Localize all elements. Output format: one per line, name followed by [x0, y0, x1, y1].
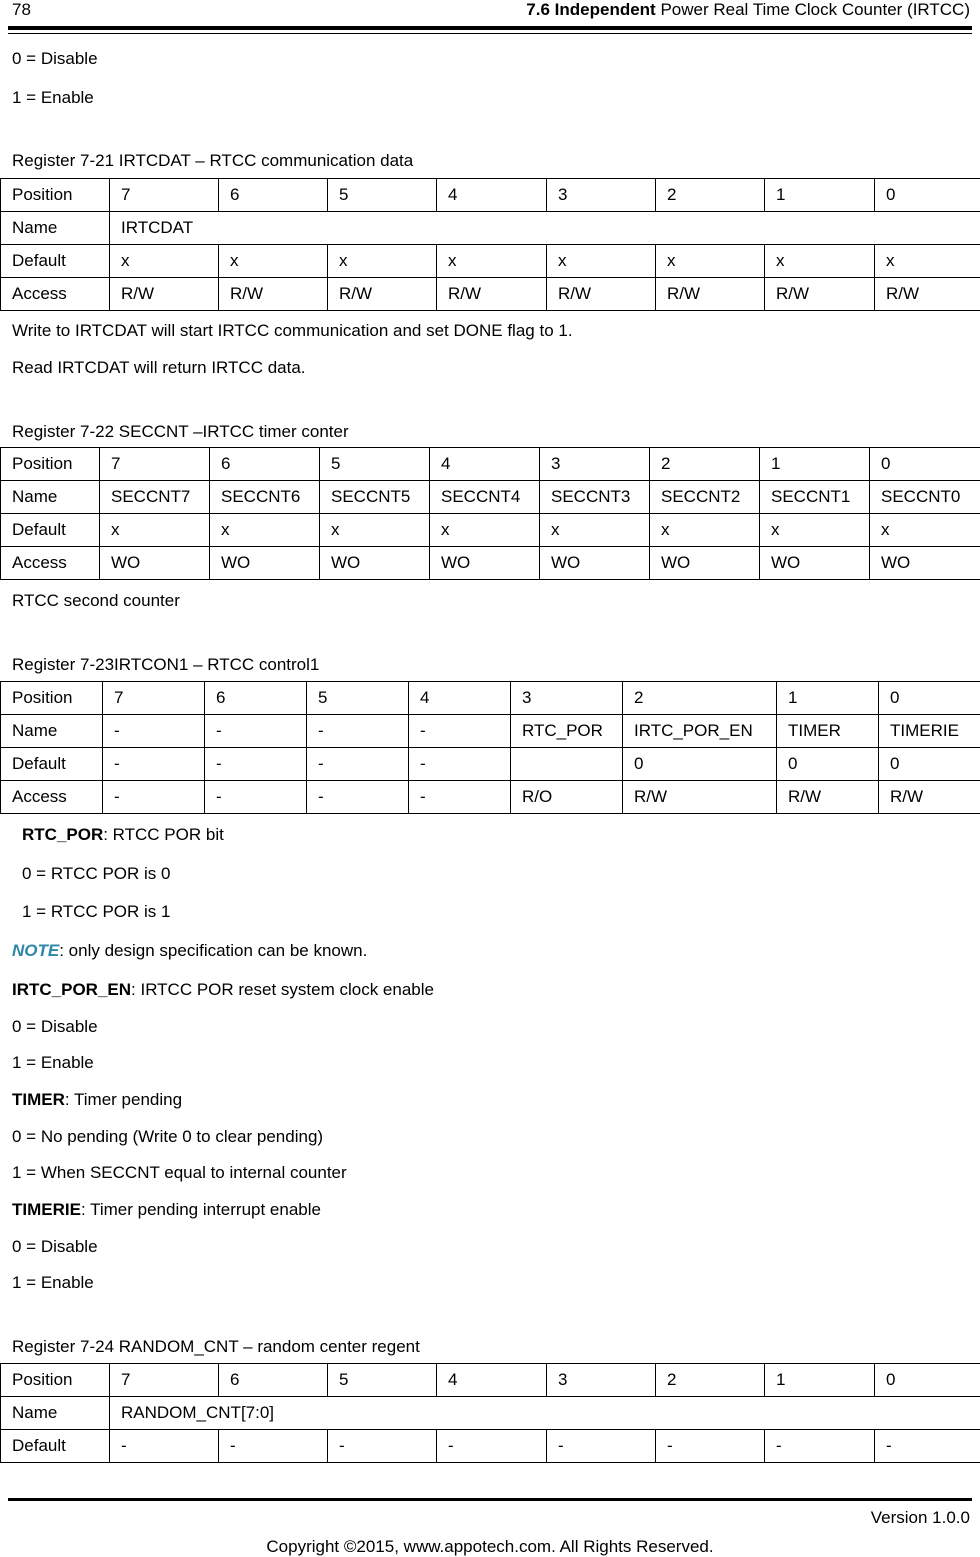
cell: Default — [1, 1430, 110, 1463]
cell: R/W — [777, 781, 879, 814]
footer-copyright: Copyright ©2015, www.appotech.com. All Rights Reserved. — [266, 1537, 714, 1556]
cell: x — [320, 514, 430, 547]
header-rule-thick — [8, 26, 972, 30]
cell: Position — [1, 1364, 110, 1397]
cell: x — [437, 245, 547, 278]
irtc-por-en-heading — [12, 980, 434, 1000]
cell: - — [409, 715, 511, 748]
reg21-row-access — [1, 278, 980, 311]
cell: WO — [760, 547, 870, 580]
cell: 5 — [320, 448, 430, 481]
cell: 1 — [765, 179, 875, 212]
reg21-note-1: Write to IRTCDAT will start IRTCC communication and set DONE flag to 1. — [12, 321, 573, 340]
cell: 7 — [100, 448, 210, 481]
cell: 6 — [205, 682, 307, 715]
footer-rule — [8, 1498, 972, 1501]
cell: - — [205, 748, 307, 781]
cell: WO — [100, 547, 210, 580]
reg24-row-name — [1, 1397, 980, 1430]
cell: R/W — [765, 278, 875, 311]
cell: R/O — [511, 781, 623, 814]
cell: - — [307, 781, 409, 814]
reg23-row-position — [1, 682, 980, 715]
section-title — [526, 0, 970, 20]
header-rule-thin — [8, 33, 972, 34]
reg23-table — [0, 681, 980, 814]
cell: R/W — [437, 278, 547, 311]
irtc-por-en-label: IRTC_POR_EN — [12, 980, 132, 999]
reg24-caption: Register 7-24 RANDOM_CNT – random center regent — [12, 1337, 420, 1356]
cell: WO — [430, 547, 540, 580]
cell — [511, 748, 623, 781]
cell: R/W — [110, 278, 219, 311]
cell: - — [307, 715, 409, 748]
timer-0: 0 = No pending (Write 0 to clear pending) — [12, 1127, 324, 1146]
cell: R/W — [656, 278, 765, 311]
cell: x — [760, 514, 870, 547]
cell: Name — [1, 715, 103, 748]
cell: WO — [870, 547, 980, 580]
cell: Default — [1, 514, 100, 547]
cell: 2 — [623, 682, 777, 715]
cell: - — [205, 715, 307, 748]
cell: - — [103, 781, 205, 814]
cell: 7 — [103, 682, 205, 715]
rtc-por-1: 1 = RTCC POR is 1 — [22, 902, 171, 921]
timer-text: : Timer pending — [64, 1090, 183, 1109]
cell: Default — [1, 748, 103, 781]
cell: Name — [1, 212, 110, 245]
cell: x — [210, 514, 320, 547]
reg22-note: RTCC second counter — [12, 591, 180, 610]
irtc-por-en-1: 1 = Enable — [12, 1053, 94, 1072]
cell: 5 — [328, 1364, 437, 1397]
cell: 1 — [760, 448, 870, 481]
reg21-table — [0, 178, 980, 311]
cell: 3 — [511, 682, 623, 715]
cell: - — [875, 1430, 980, 1463]
cell: 1 — [765, 1364, 875, 1397]
timerie-label: TIMERIE — [12, 1200, 81, 1219]
reg21-note-2: Read IRTCDAT will return IRTCC data. — [12, 358, 306, 377]
cell: IRTCDAT — [110, 212, 980, 245]
cell: - — [409, 781, 511, 814]
note-line — [12, 941, 367, 961]
cell: RANDOM_CNT[7:0] — [110, 1397, 980, 1430]
cell: Access — [1, 278, 110, 311]
cell: TIMER — [777, 715, 879, 748]
cell: 0 — [875, 179, 980, 212]
cell: Position — [1, 448, 100, 481]
cell: - — [307, 748, 409, 781]
cell: x — [110, 245, 219, 278]
cell: 3 — [547, 179, 656, 212]
cell: - — [103, 748, 205, 781]
cell: TIMERIE — [879, 715, 980, 748]
cell: 0 — [870, 448, 980, 481]
rtc-por-text: : RTCC POR bit — [103, 825, 224, 844]
cell: x — [875, 245, 980, 278]
rtc-por-label: RTC_POR — [22, 825, 104, 844]
cell: 2 — [656, 1364, 765, 1397]
rtc-por-0: 0 = RTCC POR is 0 — [22, 864, 171, 883]
cell: - — [656, 1430, 765, 1463]
cell: - — [409, 748, 511, 781]
reg21-row-position — [1, 179, 980, 212]
cell: R/W — [879, 781, 980, 814]
cell: 4 — [437, 179, 547, 212]
cell: 3 — [540, 448, 650, 481]
cell: x — [328, 245, 437, 278]
cell: x — [100, 514, 210, 547]
reg22-row-name — [1, 481, 980, 514]
cell: SECCNT5 — [320, 481, 430, 514]
cell: WO — [320, 547, 430, 580]
cell: IRTC_POR_EN — [623, 715, 777, 748]
timer-heading — [12, 1090, 182, 1110]
cell: 0 — [879, 682, 980, 715]
note-label: NOTE — [12, 941, 60, 960]
cell: SECCNT3 — [540, 481, 650, 514]
cell: 3 — [547, 1364, 656, 1397]
cell: - — [437, 1430, 547, 1463]
cell: 5 — [328, 179, 437, 212]
cell: 4 — [437, 1364, 547, 1397]
timerie-1: 1 = Enable — [12, 1273, 94, 1292]
cell: Access — [1, 781, 103, 814]
cell: - — [765, 1430, 875, 1463]
irtc-por-en-0: 0 = Disable — [12, 1017, 98, 1036]
cell: Position — [1, 682, 103, 715]
cell: SECCNT6 — [210, 481, 320, 514]
timer-label: TIMER — [12, 1090, 65, 1109]
cell: x — [650, 514, 760, 547]
reg22-row-default — [1, 514, 980, 547]
cell: x — [765, 245, 875, 278]
cell: Access — [1, 547, 100, 580]
cell: 2 — [650, 448, 760, 481]
cell: - — [219, 1430, 328, 1463]
cell: WO — [210, 547, 320, 580]
reg23-row-name — [1, 715, 980, 748]
intro-line-1: 0 = Disable — [12, 49, 98, 68]
reg21-row-name — [1, 212, 980, 245]
section-title-rest: Power Real Time Clock Counter (IRTCC) — [655, 0, 970, 19]
cell: Name — [1, 1397, 110, 1430]
cell: WO — [540, 547, 650, 580]
cell: 7 — [110, 1364, 219, 1397]
reg22-row-position — [1, 448, 980, 481]
cell: - — [547, 1430, 656, 1463]
cell: x — [219, 245, 328, 278]
cell: - — [103, 715, 205, 748]
cell: R/W — [875, 278, 980, 311]
cell: 0 — [875, 1364, 980, 1397]
cell: Name — [1, 481, 100, 514]
cell: SECCNT0 — [870, 481, 980, 514]
reg22-row-access — [1, 547, 980, 580]
cell: R/W — [547, 278, 656, 311]
timerie-heading — [12, 1200, 321, 1220]
cell: SECCNT4 — [430, 481, 540, 514]
reg21-row-default — [1, 245, 980, 278]
reg22-table — [0, 447, 980, 580]
page-number: 78 — [12, 0, 31, 19]
cell: Default — [1, 245, 110, 278]
cell: 0 — [623, 748, 777, 781]
cell: R/W — [219, 278, 328, 311]
reg23-caption: Register 7-23IRTCON1 – RTCC control1 — [12, 655, 320, 674]
cell: SECCNT2 — [650, 481, 760, 514]
cell: 4 — [409, 682, 511, 715]
rtc-por-heading — [22, 825, 224, 845]
cell: - — [110, 1430, 219, 1463]
timerie-0: 0 = Disable — [12, 1237, 98, 1256]
cell: x — [430, 514, 540, 547]
cell: 2 — [656, 179, 765, 212]
cell: 6 — [210, 448, 320, 481]
reg24-table — [0, 1363, 980, 1463]
cell: WO — [650, 547, 760, 580]
cell: x — [870, 514, 980, 547]
cell: x — [547, 245, 656, 278]
irtc-por-en-text: : IRTCC POR reset system clock enable — [131, 980, 434, 999]
cell: 1 — [777, 682, 879, 715]
cell: 6 — [219, 179, 328, 212]
footer-version: Version 1.0.0 — [870, 1508, 970, 1527]
timer-1: 1 = When SECCNT equal to internal counter — [12, 1163, 347, 1182]
cell: R/W — [623, 781, 777, 814]
cell: SECCNT1 — [760, 481, 870, 514]
cell: SECCNT7 — [100, 481, 210, 514]
cell: R/W — [328, 278, 437, 311]
cell: - — [205, 781, 307, 814]
timerie-text: : Timer pending interrupt enable — [80, 1200, 321, 1219]
section-title-bold: 7.6 Independent — [526, 0, 656, 19]
reg22-caption: Register 7-22 SECCNT –IRTCC timer conter — [12, 422, 349, 441]
reg21-caption: Register 7-21 IRTCDAT – RTCC communication data — [12, 151, 414, 170]
cell: 0 — [777, 748, 879, 781]
cell: 4 — [430, 448, 540, 481]
cell: 7 — [110, 179, 219, 212]
intro-line-2: 1 = Enable — [12, 88, 94, 107]
note-text: : only design specification can be known. — [59, 941, 368, 960]
cell: 5 — [307, 682, 409, 715]
reg24-row-default — [1, 1430, 980, 1463]
cell: - — [328, 1430, 437, 1463]
cell: x — [540, 514, 650, 547]
cell: Position — [1, 179, 110, 212]
cell: 6 — [219, 1364, 328, 1397]
cell: RTC_POR — [511, 715, 623, 748]
cell: 0 — [879, 748, 980, 781]
cell: x — [656, 245, 765, 278]
reg24-row-position — [1, 1364, 980, 1397]
reg23-row-default — [1, 748, 980, 781]
reg23-row-access — [1, 781, 980, 814]
